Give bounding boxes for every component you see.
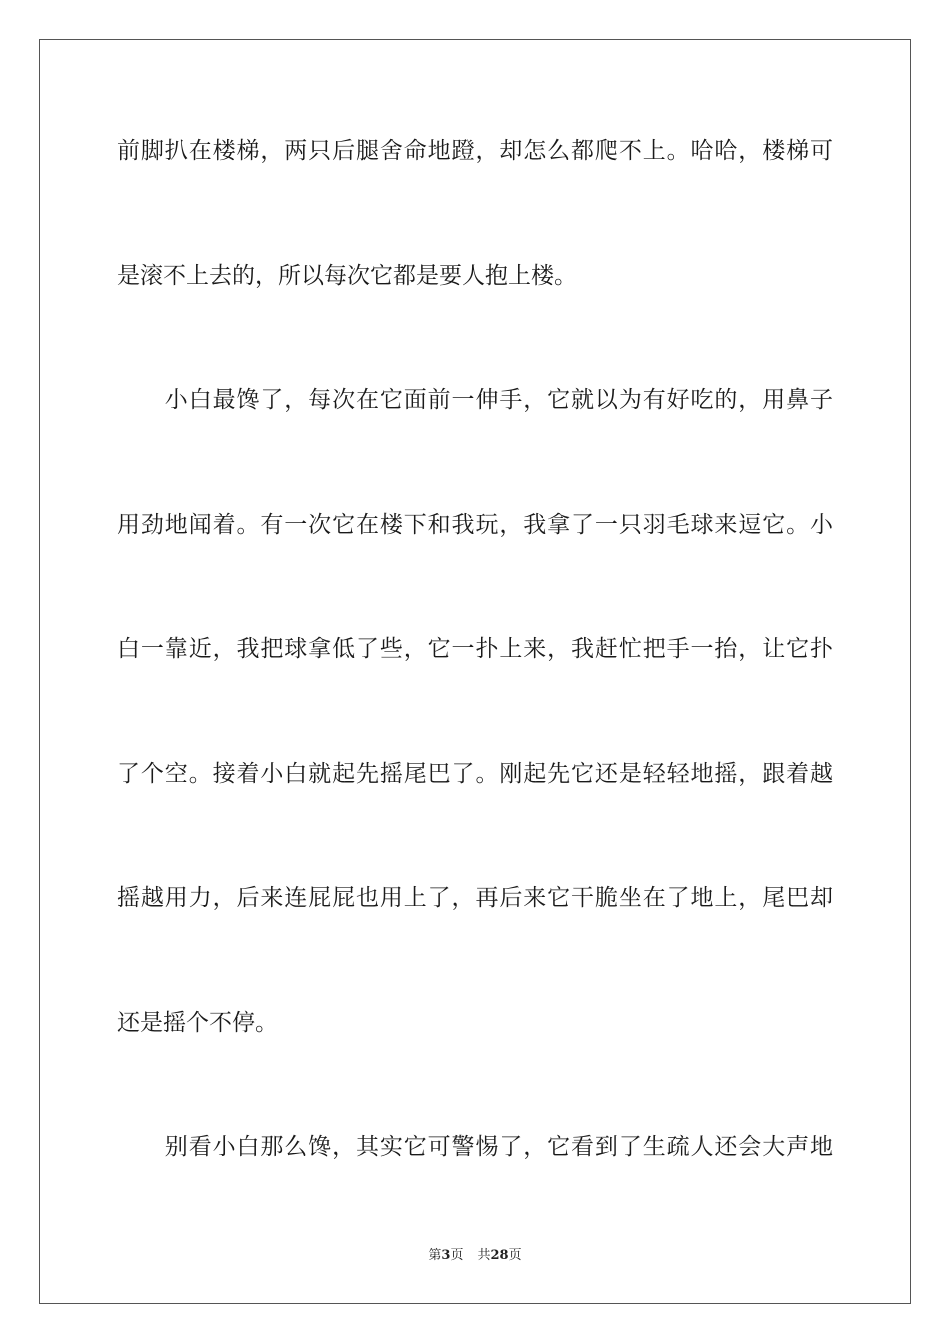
text-line-7: 摇越用力，后来连屁屁也用上了，再后来它干脆坐在了地上，尾巴却 [117,885,833,911]
text-line-8: 还是摇个不停。 [117,1010,278,1036]
total-pages: 28 [490,1248,509,1263]
text-line-1: 前脚扒在楼梯，两只后腿舍命地蹬，却怎么都爬不上。哈哈，楼梯可 [117,138,833,164]
text-line-5: 白一靠近，我把球拿低了些，它一扑上来，我赶忙把手一抬，让它扑 [117,636,833,662]
page-suffix: 页 [450,1248,464,1263]
text-line-9: 别看小白那么馋，其实它可警惕了，它看到了生疏人还会大声地 [117,1134,833,1160]
total-suffix: 页 [508,1248,522,1263]
text-line-4: 用劲地闻着。有一次它在楼下和我玩，我拿了一只羽毛球来逗它。小 [117,512,833,538]
page-footer [0,1247,950,1265]
page-number: 3 [441,1248,451,1263]
page-prefix: 第 [428,1248,442,1263]
text-line-2: 是滚不上去的，所以每次它都是要人抱上楼。 [117,263,577,289]
page-border [39,39,911,1304]
text-line-3: 小白最馋了，每次在它面前一伸手，它就以为有好吃的，用鼻子 [117,387,833,413]
text-line-6: 了个空。接着小白就起先摇尾巴了。刚起先它还是轻轻地摇，跟着越 [117,761,833,787]
total-prefix: 共 [477,1248,491,1263]
